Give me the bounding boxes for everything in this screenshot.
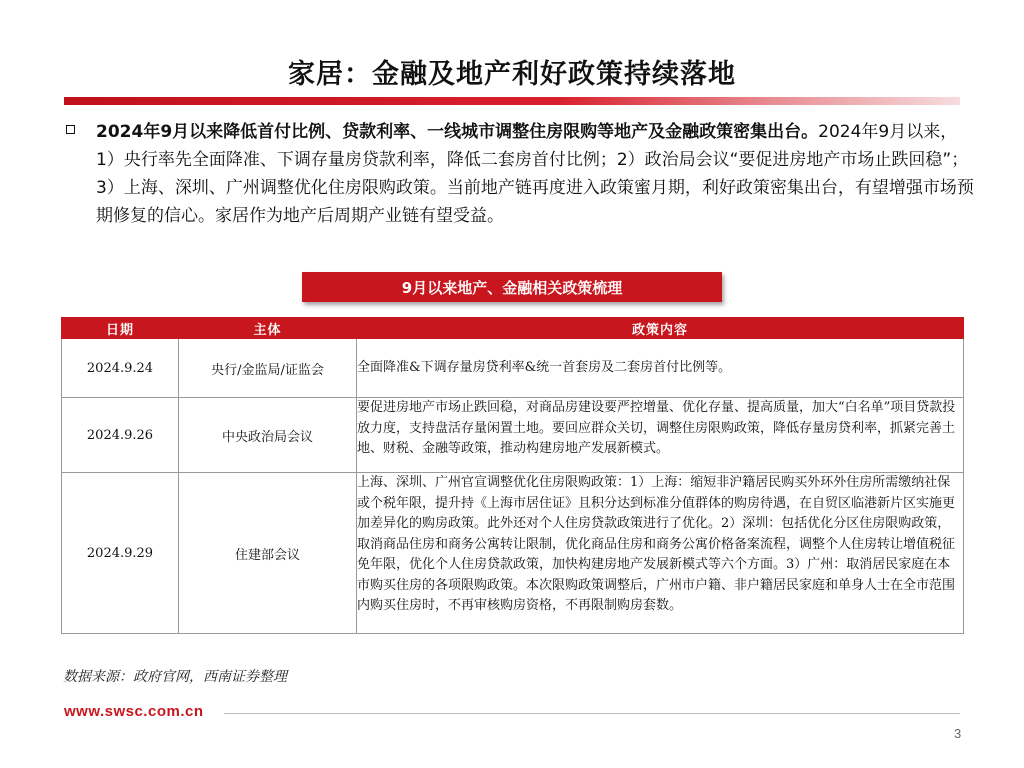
- bullet-paragraph: [64, 118, 974, 230]
- cell-date: 2024.9.26: [62, 398, 179, 473]
- cell-content: 全面降准&下调存量房贷利率&统一首套房及二套房首付比例等。: [357, 339, 964, 398]
- cell-body: 住建部会议: [179, 473, 357, 634]
- header-body: 主体: [179, 318, 357, 339]
- table-row: [62, 398, 964, 473]
- table-section-title: 9月以来地产、金融相关政策梳理: [302, 272, 722, 302]
- data-source-note: 数据来源：政府官网，西南证券整理: [63, 669, 287, 685]
- page-number: 3: [954, 726, 962, 741]
- bullet-body: 2024年9月以来，1）央行率先全面降准、下调存量房贷款利率，降低二套房首付比例；2）政治局会议“要促进房地产市场止跌回稳”；3）上海、深圳、广州调整优化住房限购政策。当前地产链再度进入政策蜜月期，利好政策密集出台，有望增强市场预期修复的信心。家居作为地产后周期产业链有望受益。: [96, 122, 974, 226]
- header-date: 日期: [62, 318, 179, 339]
- policy-table: [61, 317, 964, 634]
- title-underline-bar: [64, 97, 960, 105]
- footer-divider: [224, 713, 960, 714]
- header-content: 政策内容: [357, 318, 964, 339]
- square-bullet-icon: [66, 125, 75, 134]
- table-header-row: [62, 318, 964, 339]
- cell-date: 2024.9.24: [62, 339, 179, 398]
- table-row: [62, 339, 964, 398]
- footer-logo: www.swsc.com.cn: [64, 703, 204, 720]
- cell-content: 上海、深圳、广州官宣调整优化住房限购政策：1）上海：缩短非沪籍居民购买外环外住房所需缴纳社保或个税年限，提升持《上海市居住证》且积分达到标准分值群体的购房待遇，在自贸区临港新片区实施更加差异化的购房政策。此外还对个人住房贷款政策进行了优化。2）深圳：包括优化分区住房限购政策，取消商品住房和商务公寓转让限制，优化商品住房和商务公寓价格备案流程，调整个人住房转让增值税征免年限，优化个人住房贷款政策，加快构建房地产发展新模式等六个方面。3）广州：取消居民家庭在本市购买住房的各项限购政策。本次限购政策调整后，广州市户籍、非户籍居民家庭和单身人士在全市范围内购买住房时，不再审核购房资格，不再限制购房套数。: [357, 473, 964, 634]
- table-row: [62, 473, 964, 634]
- bullet-text: [96, 118, 974, 230]
- cell-date: 2024.9.29: [62, 473, 179, 634]
- slide-title: 家居：金融及地产利好政策持续落地: [288, 59, 736, 90]
- cell-body: 中央政治局会议: [179, 398, 357, 473]
- cell-content: 要促进房地产市场止跌回稳，对商品房建设要严控增量、优化存量、提高质量，加大“白名单”项目贷款投放力度，支持盘活存量闲置土地。要回应群众关切，调整住房限购政策，降低存量房贷利率，抓紧完善土地、财税、金融等政策，推动构建房地产发展新模式。: [357, 398, 964, 473]
- cell-body: 央行/金监局/证监会: [179, 339, 357, 398]
- bullet-bold-lead: 2024年9月以来降低首付比例、贷款利率、一线城市调整住房限购等地产及金融政策密集出台。: [96, 122, 819, 142]
